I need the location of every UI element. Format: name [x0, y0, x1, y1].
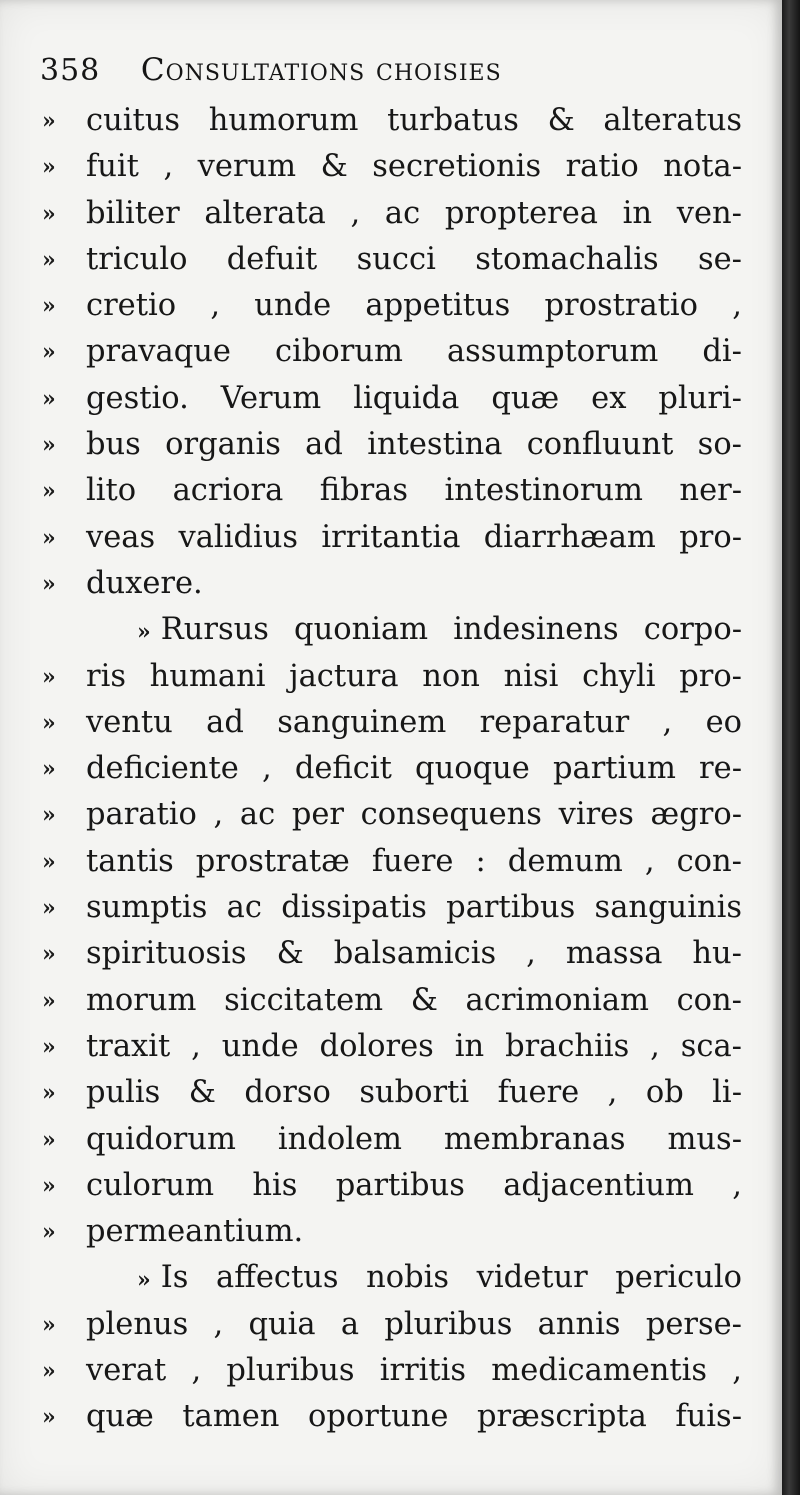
line-text: sumptis ac dissipatis partibus sanguinis — [86, 890, 742, 926]
quotation-mark: » — [42, 1311, 56, 1338]
text-line — [42, 376, 742, 422]
text-line — [42, 839, 742, 885]
quotation-mark: » — [42, 432, 56, 459]
line-text: culorum his partibus adjacentium , — [86, 1167, 742, 1203]
text-line — [42, 329, 742, 375]
line-text: morum siccitatem & acrimoniam con- — [86, 982, 742, 1018]
quotation-mark: » — [137, 619, 151, 646]
text-line — [42, 931, 742, 977]
quotation-mark: » — [42, 570, 56, 597]
text-line — [42, 1070, 742, 1116]
quotation-mark: » — [42, 895, 56, 922]
quotation-mark: » — [42, 1404, 56, 1431]
line-text: permeantium. — [86, 1214, 304, 1250]
text-line — [42, 700, 742, 746]
line-text: paratio , ac per consequens vires ægro- — [86, 797, 742, 833]
quotation-mark: » — [42, 108, 56, 134]
text-line — [42, 885, 742, 931]
quotation-mark: » — [42, 154, 56, 181]
quotation-mark: » — [42, 200, 56, 227]
line-text: bus organis ad intestina confluunt so- — [86, 427, 742, 463]
text-line — [42, 468, 742, 514]
line-text — [137, 607, 742, 655]
text-line — [42, 978, 742, 1024]
text-line — [42, 746, 742, 792]
line-text: triculo defuit succi stomachalis se- — [86, 241, 742, 277]
running-title: Consultations choisies — [140, 52, 502, 88]
quotation-mark: » — [42, 1358, 56, 1385]
paragraph-first-line — [42, 1255, 742, 1301]
line-text: cretio , unde appetitus prostratio , — [86, 288, 742, 324]
quotation-mark: » — [42, 987, 56, 1014]
quotation-mark: » — [42, 802, 56, 829]
quotation-mark: » — [42, 756, 56, 783]
text-line — [42, 144, 742, 190]
text-line — [42, 1348, 742, 1394]
quotation-mark: » — [137, 1267, 151, 1294]
text-line — [42, 792, 742, 838]
line-text: quæ tamen oportune præscripta fuis- — [86, 1399, 742, 1435]
line-text: gestio. Verum liquida quæ ex pluri- — [86, 380, 742, 416]
line-text: duxere. — [86, 565, 203, 601]
line-words: Is affectus nobis videtur periculo — [160, 1260, 742, 1296]
line-text: fuit , verum & secretionis ratio nota- — [86, 149, 742, 185]
line-words: Rursus quoniam indesinens corpo- — [160, 612, 742, 648]
line-text: veas validius irritantia diarrhæam pro- — [86, 519, 742, 555]
quotation-mark: » — [42, 709, 56, 736]
quotation-mark: » — [42, 848, 56, 875]
paragraph-first-line — [42, 607, 742, 653]
line-text: spirituosis & balsamicis , massa hu- — [86, 936, 742, 972]
line-text: pravaque ciborum assumptorum di- — [86, 334, 742, 370]
text-line — [42, 1163, 742, 1209]
quotation-mark: » — [42, 1126, 56, 1153]
page-edge-shadow — [782, 0, 800, 1495]
line-text: pulis & dorso suborti fuere , ob li- — [86, 1075, 742, 1111]
quotation-mark: » — [42, 385, 56, 412]
text-line — [42, 1209, 722, 1255]
line-text: ris humani jactura non nisi chyli pro- — [86, 658, 742, 694]
line-text: cuitus humorum turbatus & alteratus — [86, 103, 742, 138]
quotation-mark: » — [42, 941, 56, 968]
text-line — [42, 191, 742, 237]
line-text: deficiente , deficit quoque partium re- — [86, 751, 742, 787]
quotation-mark: » — [42, 339, 56, 366]
body-text — [42, 98, 742, 1441]
quotation-mark: » — [42, 1080, 56, 1107]
quotation-mark: » — [42, 1033, 56, 1060]
quotation-mark: » — [42, 663, 56, 690]
line-text: plenus , quia a pluribus annis perse- — [86, 1306, 742, 1342]
text-line — [42, 237, 742, 283]
text-line — [42, 515, 742, 561]
line-text: lito acriora fibras intestinorum ner- — [86, 473, 742, 509]
quotation-mark: » — [42, 478, 56, 505]
text-line — [42, 283, 742, 329]
line-text: verat , pluribus irritis medicamentis , — [86, 1353, 742, 1389]
quotation-mark: » — [42, 1172, 56, 1199]
text-line — [42, 654, 742, 700]
line-text: biliter alterata , ac propterea in ven- — [86, 195, 742, 231]
running-head — [40, 52, 740, 98]
line-text: tantis prostratæ fuere : demum , con- — [86, 843, 742, 879]
text-line — [42, 561, 722, 607]
quotation-mark: » — [42, 246, 56, 273]
line-text: ventu ad sanguinem reparatur , eo — [86, 704, 742, 740]
text-line — [42, 422, 742, 468]
line-text — [137, 1255, 742, 1303]
quotation-mark: » — [42, 524, 56, 551]
text-line — [42, 1024, 742, 1070]
quotation-mark: » — [42, 293, 56, 320]
text-line — [42, 1394, 742, 1440]
page-number: 358 — [40, 53, 101, 88]
line-text: quidorum indolem membranas mus- — [86, 1121, 742, 1157]
text-line — [42, 98, 742, 144]
text-line — [42, 1302, 742, 1348]
line-text: traxit , unde dolores in brachiis , sca- — [86, 1028, 742, 1064]
quotation-mark: » — [42, 1219, 56, 1246]
text-line — [42, 1117, 742, 1163]
